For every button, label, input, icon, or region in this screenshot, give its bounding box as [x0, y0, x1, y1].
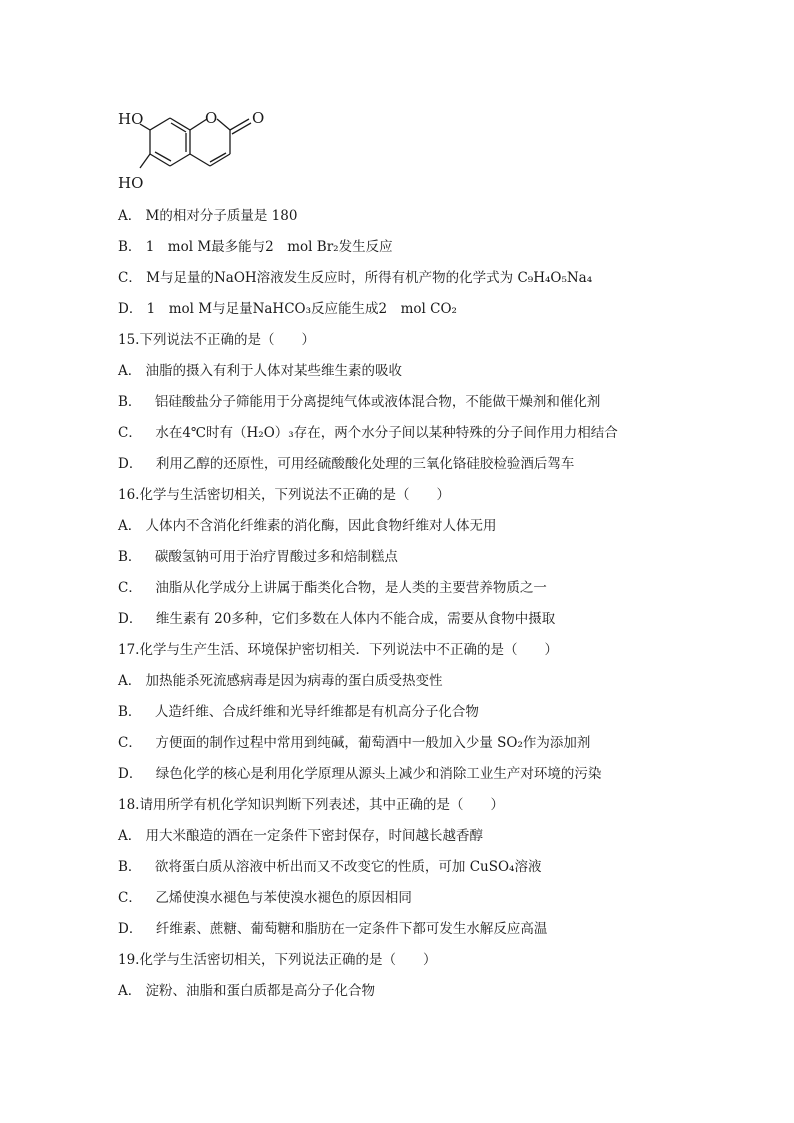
answer-option — [118, 733, 678, 764]
question-number: 15. — [118, 332, 140, 348]
option-text: 维生素有 20多种，它们多数在人体内不能合成，需要从食物中摄取 — [142, 611, 556, 627]
answer-option — [118, 392, 678, 423]
bond — [140, 154, 150, 168]
question-number: 18. — [118, 797, 140, 813]
answer-option — [118, 919, 678, 950]
option-label: A． — [118, 518, 142, 534]
bond — [155, 152, 171, 161]
option-text: 人体内不含消化纤维素的消化酶，因此食物纤维对人体无用 — [141, 518, 497, 534]
answer-option — [118, 516, 678, 547]
question-text: 下列说法不正确的是（ ） — [139, 332, 315, 348]
option-text: 加热能杀死流感病毒是因为病毒的蛋白质受热变性 — [141, 673, 443, 689]
option-label: C． — [118, 890, 142, 906]
option-text: 纤维素、蔗糖、葡萄糖和脂肪在一定条件下都可发生水解反应高温 — [142, 921, 548, 937]
answer-option — [118, 981, 678, 1012]
option-label: C． — [118, 580, 142, 596]
ho-label-top: HO — [118, 110, 144, 128]
option-label: D． — [118, 456, 143, 472]
question-stem — [118, 640, 678, 671]
option-label: C． — [118, 735, 142, 751]
option-label: D． — [118, 766, 143, 782]
option-text: 碳酸氢钠可用于治疗胃酸过多和焙制糕点 — [141, 549, 398, 565]
option-text: 铝硅酸盐分子筛能用于分离提纯气体或液体混合物，不能做干燥剂和催化剂 — [141, 394, 601, 410]
question-stem — [118, 330, 678, 361]
coumarin-structure-svg — [118, 96, 288, 196]
option-label: D． — [118, 921, 143, 937]
option-text: 人造纤维、合成纤维和光导纤维都是有机高分子化合物 — [141, 704, 479, 720]
bond — [150, 154, 170, 166]
option-text: 油脂从化学成分上讲属于酯类化合物，是人类的主要营养物质之一 — [141, 580, 547, 596]
answer-option — [118, 857, 678, 888]
answer-option — [118, 702, 678, 733]
answer-option — [118, 578, 678, 609]
answer-option — [118, 299, 678, 330]
option-text: 1 mol M最多能与2 mol Br₂发生反应 — [141, 239, 393, 255]
option-label: C． — [118, 270, 142, 286]
option-label: D． — [118, 301, 143, 317]
answer-option — [118, 609, 678, 640]
bond — [232, 123, 251, 134]
option-label: B． — [118, 549, 142, 565]
answer-option — [118, 361, 678, 392]
question-number: 17. — [118, 642, 140, 658]
option-label: A． — [118, 673, 142, 689]
question-text: 请用所学有机化学知识判断下列表述，其中正确的是（ ） — [139, 797, 504, 813]
answer-option — [118, 454, 678, 485]
question-stem — [118, 950, 678, 981]
question-text: 化学与生活密切相关，下列说法不正确的是（ ） — [139, 487, 450, 503]
answer-option — [118, 826, 678, 857]
answer-option — [118, 888, 678, 919]
option-text: 方便面的制作过程中常用到纯碱，葡萄酒中一般加入少量 SO₂作为添加剂 — [141, 735, 591, 751]
carbonyl-oxygen-label: O — [252, 109, 265, 127]
answer-option — [118, 764, 678, 795]
answer-option — [118, 237, 678, 268]
option-text: 水在4℃时有（H₂O）₃存在，两个水分子间以某种特殊的分子间作用力相结合 — [141, 425, 618, 441]
option-text: M的相对分子质量是 180 — [141, 208, 298, 224]
ho-label-bottom: HO — [118, 174, 144, 192]
option-label: D． — [118, 611, 143, 627]
option-label: C． — [118, 425, 142, 441]
answer-option — [118, 547, 678, 578]
question-stem — [118, 795, 678, 826]
option-text: 油脂的摄入有利于人体对某些维生素的吸收 — [141, 363, 403, 379]
question-text: 化学与生活密切相关，下列说法正确的是（ ） — [139, 952, 437, 968]
question-number: 19. — [118, 952, 140, 968]
bond — [217, 119, 230, 130]
option-text: 绿色化学的核心是利用化学原理从源头上减少和消除工业生产对环境的污染 — [142, 766, 602, 782]
answer-option — [118, 671, 678, 702]
bond — [230, 119, 249, 130]
chemical-structure-diagram — [118, 96, 288, 196]
question-number: 16. — [118, 487, 140, 503]
option-label: B． — [118, 394, 142, 410]
answer-option — [118, 206, 678, 237]
option-label: A． — [118, 983, 142, 999]
option-label: B． — [118, 859, 142, 875]
bond — [171, 123, 186, 132]
option-label: B． — [118, 239, 142, 255]
option-text: 1 mol M与足量NaHCO₃反应能生成2 mol CO₂ — [142, 301, 457, 317]
option-text: 欲将蛋白质从溶液中析出而又不改变它的性质，可加 CuSO₄溶液 — [141, 859, 542, 875]
option-text: M与足量的NaOH溶液发生反应时，所得有机产物的化学式为 C₉H₄O₅Na₄ — [141, 270, 593, 286]
option-label: A． — [118, 363, 142, 379]
option-label: B． — [118, 704, 142, 720]
answer-option — [118, 268, 678, 299]
ring-oxygen-label: O — [205, 109, 218, 127]
option-text: 乙烯使溴水褪色与苯使溴水褪色的原因相同 — [141, 890, 412, 906]
bond — [190, 154, 210, 166]
option-text: 利用乙醇的还原性，可用经硫酸酸化处理的三氧化铬硅胶检验酒后驾车 — [142, 456, 575, 472]
option-label: A． — [118, 828, 142, 844]
bond — [150, 118, 170, 130]
option-text: 淀粉、油脂和蛋白质都是高分子化合物 — [141, 983, 376, 999]
answer-option — [118, 423, 678, 454]
question-text: 化学与生产生活、环境保护密切相关．下列说法中不正确的是（ ） — [139, 642, 558, 658]
question-list — [118, 206, 678, 1012]
option-text: 用大米酿造的酒在一定条件下密封保存，时间越长越香醇 — [141, 828, 484, 844]
bond — [170, 154, 190, 166]
option-label: A． — [118, 208, 142, 224]
question-stem — [118, 485, 678, 516]
